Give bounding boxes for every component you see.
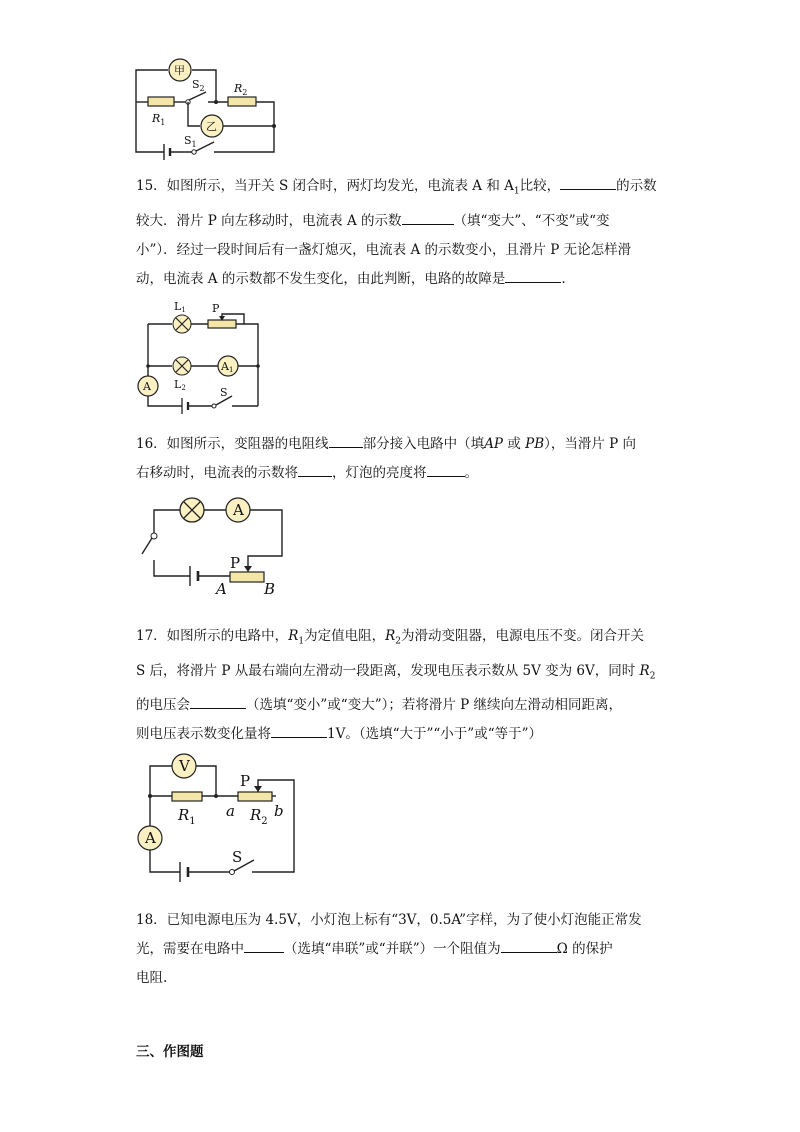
q15-line-2: 较大．滑片 P 向左移动时，电流表 A 的示数 （填“变大”、“不变”或“变 [136, 207, 666, 236]
section-heading: 三、作图题 [136, 1044, 204, 1060]
question-18 [136, 906, 666, 993]
q16-line-2: 右移动时，电流表的示数将 ，灯泡的亮度将 。 [136, 459, 666, 488]
svg-text:A: A [233, 501, 244, 519]
figure-17-circuit [134, 752, 304, 882]
answer-blank[interactable] [560, 175, 616, 190]
q16-line-1: 16．如图所示，变阻器的电阻线 部分接入电路中（填AP 或 PB），当滑片 P 向 [136, 430, 666, 459]
answer-blank[interactable] [329, 433, 363, 448]
svg-text:b: b [274, 802, 284, 820]
svg-text:A: A [143, 380, 151, 393]
q15-line-3: 小”）．经过一段时间后有一盏灯熄灭，电流表 A 的示数变小，且滑片 P 无论怎样滑 [136, 241, 632, 258]
answer-blank[interactable] [501, 938, 557, 953]
question-15 [136, 172, 666, 294]
figure-15-circuit [132, 300, 264, 412]
q18-line-2: 光，需要在电路中 （选填“串联”或“并联”）一个阻值为 Ω 的保护 [136, 935, 666, 964]
svg-text:R1: $R_1$ [152, 112, 166, 127]
svg-text:A: A [145, 829, 156, 847]
answer-blank[interactable] [244, 938, 284, 953]
figure-16-circuit [138, 494, 288, 598]
svg-text:a: a [226, 802, 235, 820]
meter-jia-label: 甲 [174, 64, 185, 77]
svg-text:S: S [220, 386, 228, 399]
q15-line-4: 动，电流表 A 的示数都不发生变化，由此判断，电路的故障是 . [136, 265, 666, 294]
q17-line-2: S 后，将滑片 P 从最右端向左滑动一段距离，发现电压表示数从 5V 变为 6V，同时 $R_2$ [136, 662, 656, 682]
svg-text:R2: $R_2$ [234, 82, 248, 97]
meter-yi-label: 乙 [206, 120, 217, 133]
svg-text:A1: A1 [221, 360, 234, 374]
svg-text:L1: L1 [174, 300, 186, 314]
figure-14-circuit [130, 58, 290, 162]
svg-text:L2: L2 [174, 378, 186, 392]
question-17 [136, 622, 666, 749]
answer-blank[interactable] [402, 210, 454, 225]
svg-text:B: B [264, 580, 276, 598]
svg-text:P: P [212, 302, 220, 315]
q18-line-3: 电阻. [136, 970, 168, 986]
svg-text:A: A [216, 580, 227, 598]
q17-line-1: 17．如图所示的电路中，$R_1$为定值电阻，$R_2$为滑动变阻器，电源电压不变。闭合开关 [136, 628, 644, 647]
question-16 [136, 430, 666, 488]
svg-text:P: P [240, 772, 251, 790]
answer-blank[interactable] [427, 462, 465, 477]
svg-text:P: P [230, 554, 241, 572]
svg-text:R1: $R_1$ [178, 806, 196, 827]
svg-text:S: S [232, 848, 243, 866]
svg-text:S2: $S_2$ [192, 78, 205, 93]
answer-blank[interactable] [505, 268, 561, 283]
answer-blank[interactable] [271, 723, 327, 738]
q15-line-1: 15．如图所示，当开关 S 闭合时，两灯均发光，电流表 A 和 $A_1$比较， 的示数 [136, 172, 666, 207]
q17-line-4: 则电压表示数变化量将 1V。（选填“大于”“小于”或“等于”） [136, 720, 666, 749]
q18-line-1: 18．已知电源电压为 4.5V，小灯泡上标有“3V，0.5A”字样，为了使小灯泡能正常发 [136, 912, 642, 928]
svg-text:V: V [179, 757, 190, 775]
answer-blank[interactable] [190, 694, 246, 709]
svg-text:S1: $S_1$ [184, 134, 197, 149]
answer-blank[interactable] [298, 462, 332, 477]
q17-line-3: 的电压会 （选填“变小”或“变大”）；若将滑片 P 继续向左滑动相同距离， [136, 691, 666, 720]
svg-text:R2: $R_2$ [250, 806, 268, 827]
